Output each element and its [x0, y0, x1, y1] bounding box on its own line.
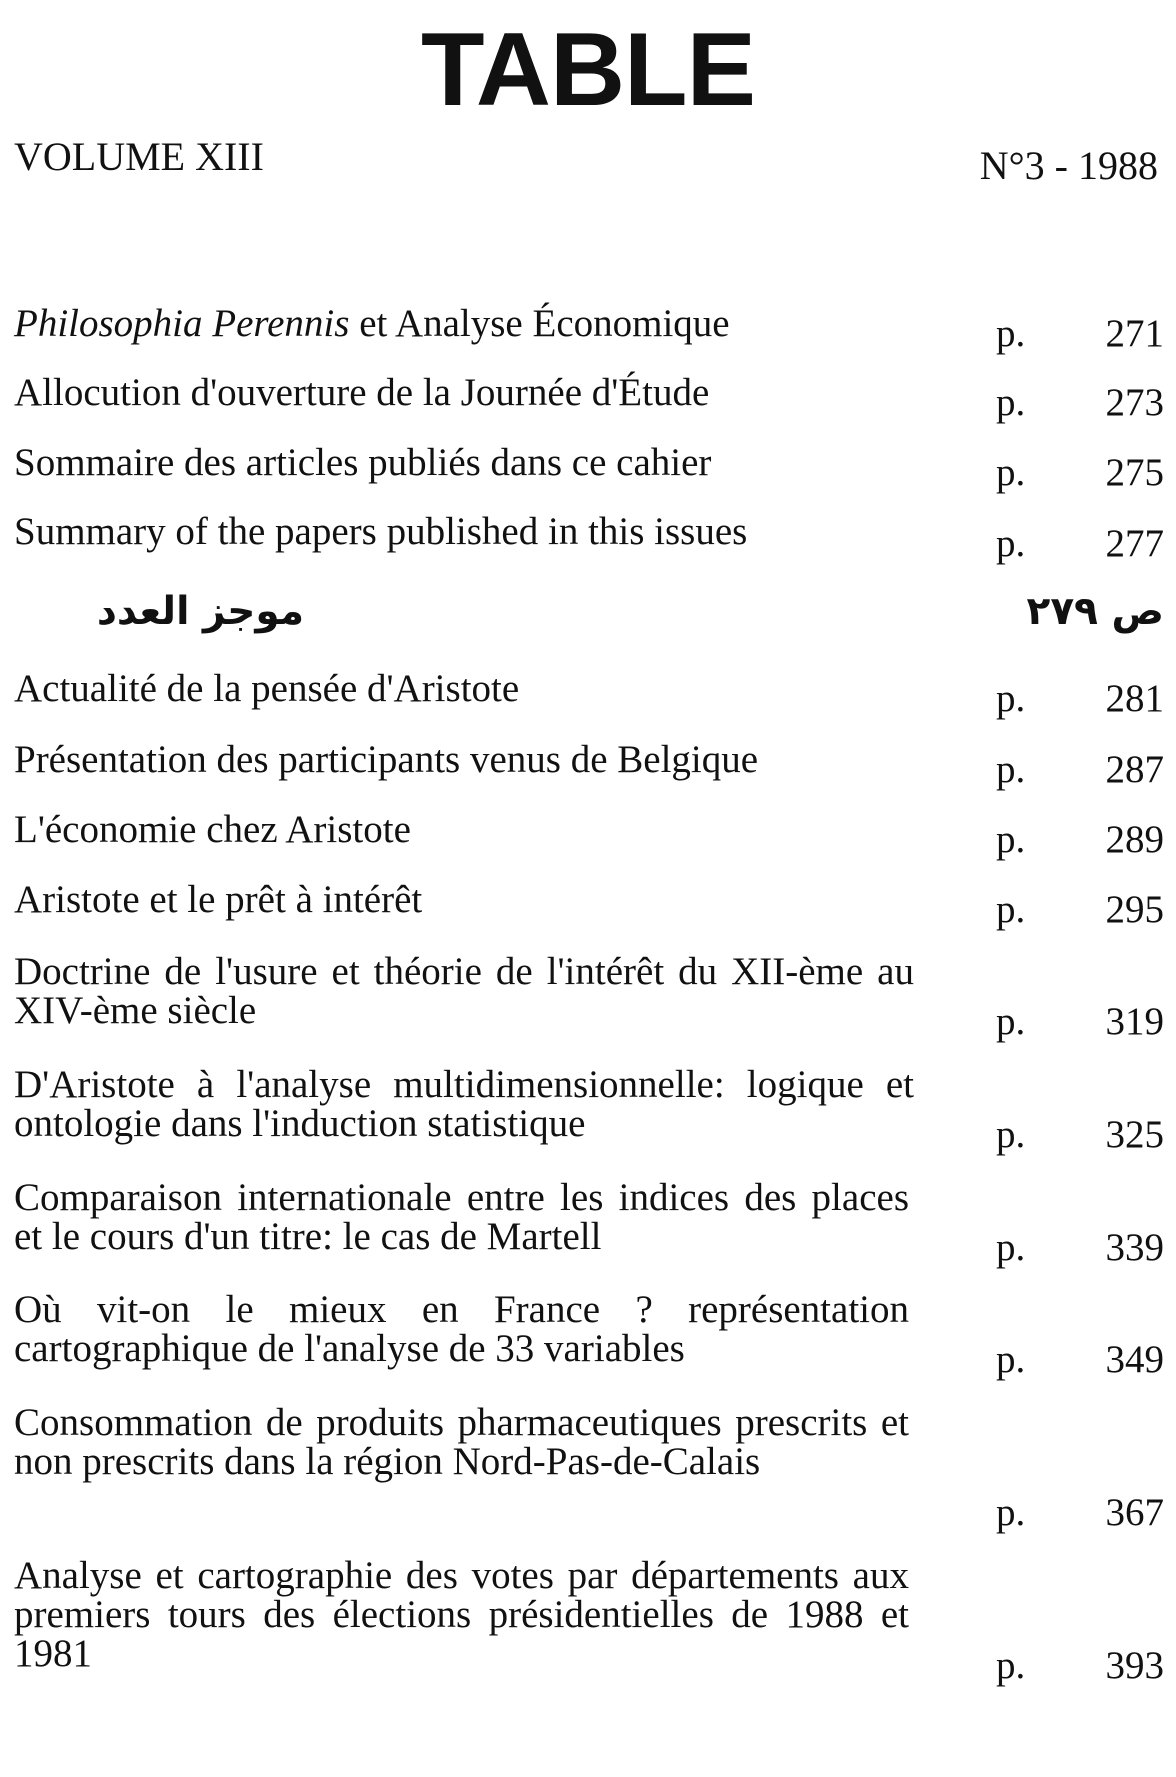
toc-entry-title: Où vit-on le mieux en France ? représentation cartographique de l'analyse de 33 variables — [14, 1288, 909, 1370]
volume-label: VOLUME XIII — [14, 134, 264, 179]
toc-entry-title — [14, 304, 914, 343]
toc-entry-title: Présentation des participants venus de Belgique — [14, 738, 759, 781]
toc-entry-title: Comparaison internationale entre les indices des places et le cours d'un titre: le cas de Martell — [14, 1176, 909, 1258]
toc-entry-page-prefix: p. — [996, 381, 1026, 424]
toc-entry-title: Aristote et le prêt à intérêt — [14, 878, 423, 921]
toc-entry-title-arabic: موجز العدد — [96, 589, 304, 634]
toc-entry-title: Doctrine de l'usure et théorie de l'intérêt du XII-ème au XIV-ème siècle — [14, 950, 914, 1032]
toc-entry-title: Consommation de produits pharmaceutiques prescrits et non prescrits dans la région Nord-Pas-de-Calais — [14, 1401, 909, 1483]
toc-entry-page-prefix: p. — [996, 818, 1026, 861]
toc-entry-page-number: 319 — [1105, 1000, 1164, 1043]
toc-entry-title: L'économie chez Aristote — [14, 808, 411, 851]
toc-entry-page-number: 271 — [1105, 312, 1164, 355]
toc-entry-title: Sommaire des articles publiés dans ce cahier — [14, 441, 712, 484]
toc-entry-title: Allocution d'ouverture de la Journée d'Étude — [14, 371, 710, 414]
toc-entry-page-prefix: p. — [996, 677, 1026, 720]
toc-entry-title: Analyse et cartographie des votes par départements aux premiers tours des élections présidentielles de 1988 et 1981 — [14, 1554, 909, 1675]
toc-entry-title: D'Aristote à l'analyse multidimensionnelle: logique et ontologie dans l'induction statistique — [14, 1063, 914, 1145]
toc-entry-page-number: 289 — [1105, 818, 1164, 861]
toc-entry-title-rest: et Analyse Économique — [349, 302, 730, 345]
toc-entry-page-prefix: p. — [996, 522, 1026, 565]
toc-entry-page-prefix: p. — [996, 451, 1026, 494]
toc-entry-title-italic: Philosophia Perennis — [14, 302, 350, 345]
toc-entry-page-prefix: p. — [996, 1226, 1026, 1269]
toc-entry-page-number: 339 — [1105, 1226, 1164, 1269]
toc-entry-page-number: 275 — [1105, 451, 1164, 494]
toc-entry-title: Actualité de la pensée d'Aristote — [14, 667, 520, 710]
toc-entry-page-number: 367 — [1105, 1491, 1164, 1534]
toc-entry-title: Summary of the papers published in this issues — [14, 510, 748, 553]
toc-entry-page-prefix: p. — [996, 748, 1026, 791]
toc-entry-page-number: 325 — [1105, 1113, 1164, 1156]
toc-entry-page-number: 273 — [1105, 381, 1164, 424]
toc-entry-page-number: 277 — [1105, 522, 1164, 565]
toc-entry-page-number: 349 — [1105, 1338, 1164, 1381]
toc-entry-page-number-arabic: ص ٢٧٩ — [1026, 589, 1164, 634]
toc-entry-page-number: 295 — [1105, 888, 1164, 931]
toc-entry-page-number: 287 — [1105, 748, 1164, 791]
toc-entry-page-prefix: p. — [996, 312, 1026, 355]
issue-label: N°3 - 1988 — [979, 143, 1158, 188]
toc-entry-page-prefix: p. — [996, 1491, 1026, 1534]
toc-entry-page-prefix: p. — [996, 1644, 1026, 1687]
toc-entry-page-prefix: p. — [996, 888, 1026, 931]
toc-entry-page-number: 281 — [1105, 677, 1164, 720]
page-title: TABLE — [421, 12, 755, 128]
toc-entry-page-prefix: p. — [996, 1000, 1026, 1043]
toc-entry-page-prefix: p. — [996, 1113, 1026, 1156]
toc-entry-page-prefix: p. — [996, 1338, 1026, 1381]
toc-entry-page-number: 393 — [1105, 1644, 1164, 1687]
